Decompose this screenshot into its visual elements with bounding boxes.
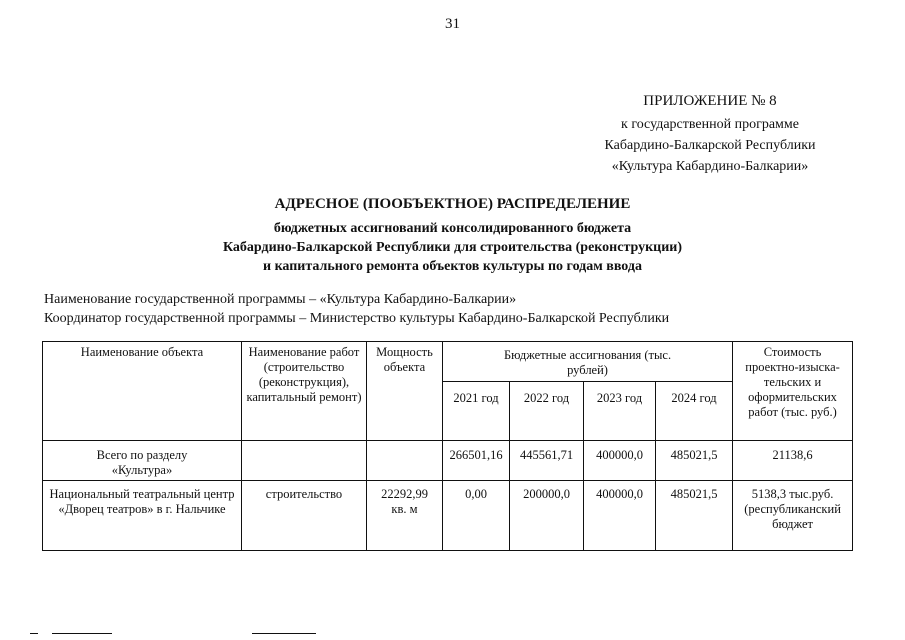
- table-header-row: [43, 342, 853, 382]
- row-total-2024: 485021,5: [656, 441, 733, 481]
- header-year-2024: 2024 год: [656, 382, 733, 441]
- subheading-line-3: и капитального ремонта объектов культуры по годам ввода: [263, 259, 642, 274]
- header-cost: Стоимость проектно-изыска-тельских и оформительских работ (тыс. руб.): [733, 342, 853, 441]
- table-row: [43, 441, 853, 481]
- header-object: Наименование объекта: [43, 342, 242, 441]
- program-name: Наименование государственной программы – «Культура Кабардино-Балкарии»: [44, 292, 517, 307]
- appendix-title: ПРИЛОЖЕНИЕ № 8: [643, 93, 777, 109]
- document-heading: АДРЕСНОЕ (ПООБЪЕКТНОЕ) РАСПРЕДЕЛЕНИЕ: [274, 196, 631, 212]
- header-work: Наименование работ (строительство (реконструкция), капитальный ремонт): [242, 342, 367, 441]
- appendix-block: [520, 91, 900, 177]
- header-year-2023: 2023 год: [584, 382, 656, 441]
- row-total-2021: 266501,16: [443, 441, 510, 481]
- footer-rule-left: [52, 633, 112, 634]
- row-object-capacity: 22292,99 кв. м: [367, 481, 443, 551]
- row-object-2023: 400000,0: [584, 481, 656, 551]
- footer-rule-short: [30, 633, 38, 634]
- row-total-cost: 21138,6: [733, 441, 853, 481]
- program-coordinator: Координатор государственной программы – Министерство культуры Кабардино-Балкарской Республики: [44, 311, 670, 326]
- appendix-line-3: «Культура Кабардино-Балкарии»: [611, 159, 809, 174]
- budget-table: [42, 341, 853, 551]
- subheading-line-1: бюджетных ассигнований консолидированного бюджета: [273, 221, 632, 236]
- row-total-2022: 445561,71: [510, 441, 584, 481]
- table-row: [43, 481, 853, 551]
- row-object-2022: 200000,0: [510, 481, 584, 551]
- row-object-cost: 5138,3 тыс.руб. (республиканский бюджет: [733, 481, 853, 551]
- row-object-2024: 485021,5: [656, 481, 733, 551]
- header-year-2021: 2021 год: [443, 382, 510, 441]
- appendix-line-1: к государственной программе: [621, 117, 799, 132]
- appendix-line-2: Кабардино-Балкарской Республики: [604, 138, 816, 153]
- header-capacity: Мощность объекта: [367, 342, 443, 441]
- row-total-2023: 400000,0: [584, 441, 656, 481]
- document-subheading: [0, 219, 905, 276]
- row-total-capacity: [367, 441, 443, 481]
- row-object-work: строительство: [242, 481, 367, 551]
- footer-rule-right: [252, 633, 316, 634]
- row-total-work: [242, 441, 367, 481]
- program-info: [44, 290, 669, 328]
- page-number: 31: [445, 16, 460, 32]
- header-budget: Бюджетные ассигнования (тыс. рублей): [443, 342, 733, 382]
- header-year-2022: 2022 год: [510, 382, 584, 441]
- row-object-2021: 0,00: [443, 481, 510, 551]
- subheading-line-2: Кабардино-Балкарской Республики для строительства (реконструкции): [222, 240, 683, 255]
- row-total-object: Всего по разделу «Культура»: [43, 441, 242, 481]
- row-object-name: Национальный театральный центр «Дворец театров» в г. Нальчике: [43, 481, 242, 551]
